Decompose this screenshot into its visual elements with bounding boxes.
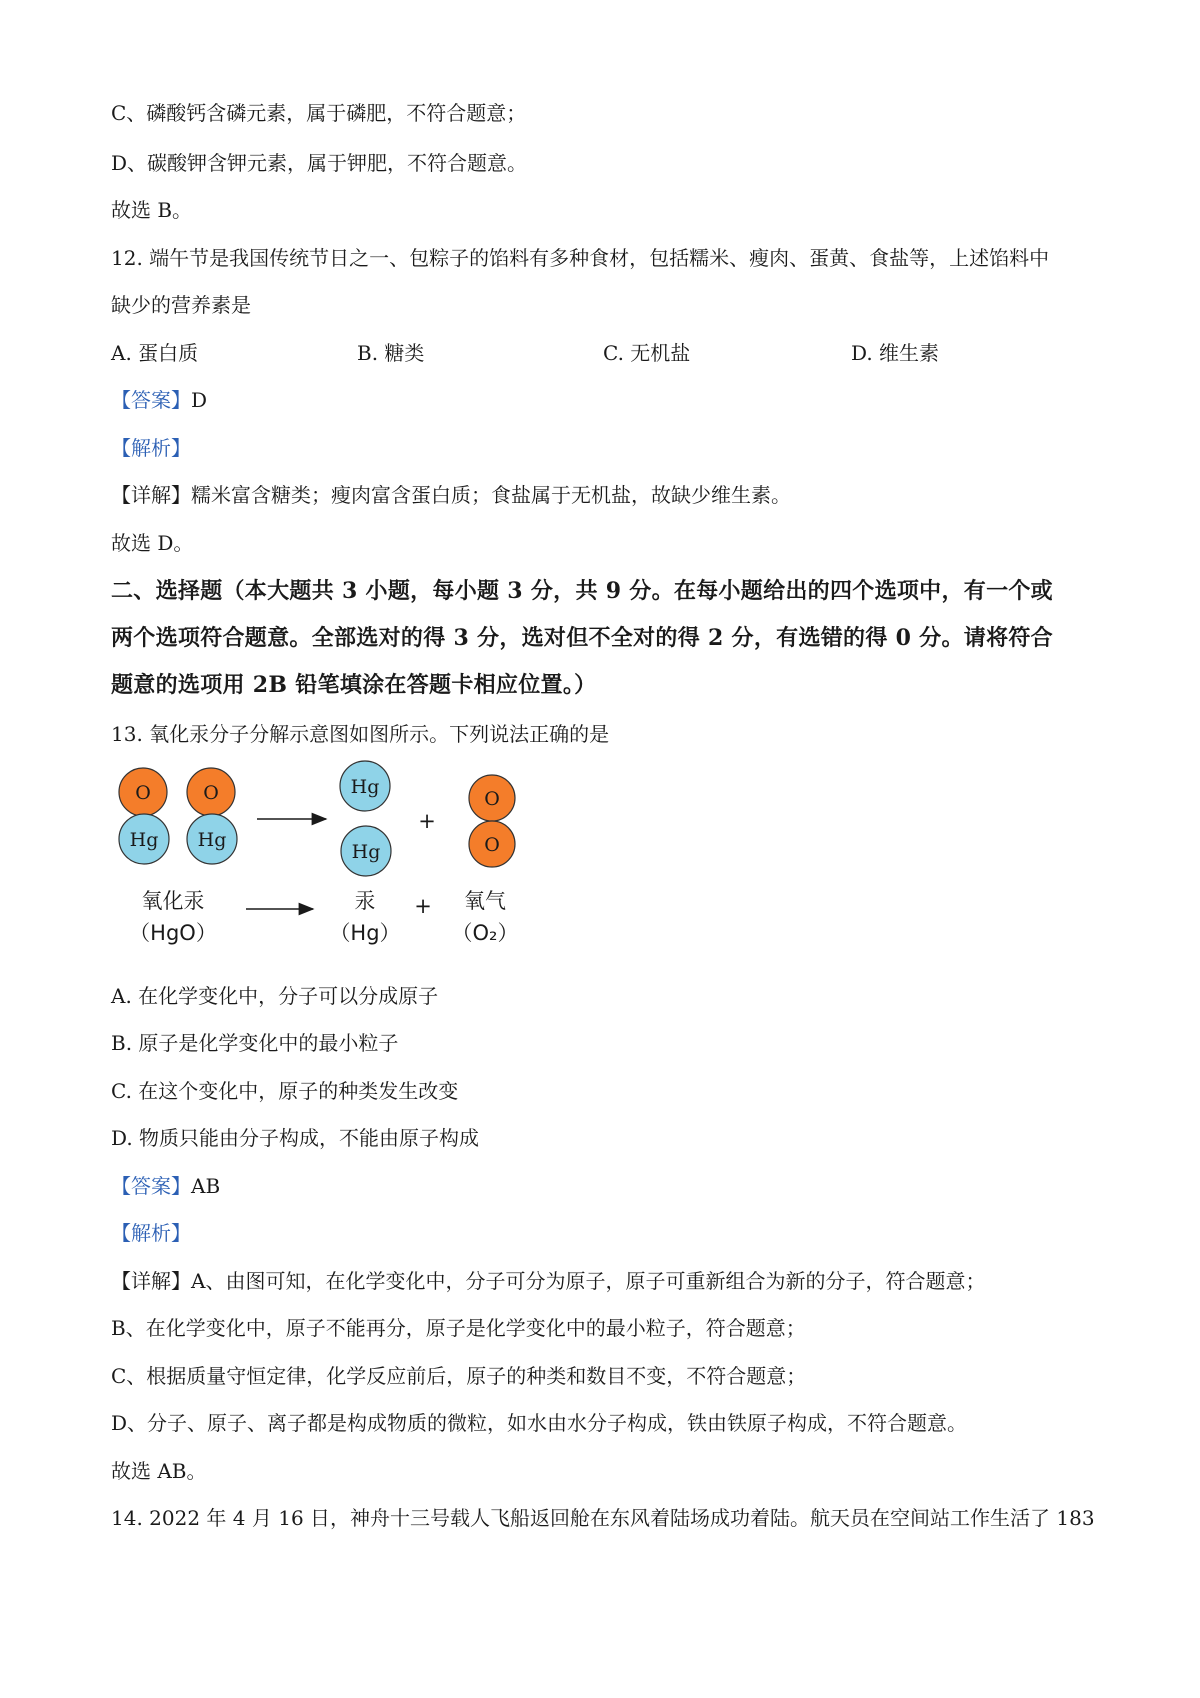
label-reactant: 氧化汞 <box>141 889 205 913</box>
analysis-line-c: C、磷酸钙含磷元素，属于磷肥，不符合题意； <box>111 101 527 125</box>
label-product-1: 汞 <box>354 889 376 913</box>
q13-answer <box>111 1173 220 1199</box>
analysis-tag: 【解析】 <box>111 436 191 460</box>
analysis-tag: 【解析】 <box>111 1221 191 1245</box>
oxygen-symbol: O <box>203 782 219 804</box>
q12-detail <box>111 482 791 508</box>
detail-tag: 【详解】 <box>111 1269 191 1293</box>
analysis-line-d: D、碳酸钾含钾元素，属于钾肥，不符合题意。 <box>111 151 528 175</box>
q12-option-c: C. 无机盐 <box>603 341 691 365</box>
mercury-symbol: Hg <box>351 841 381 863</box>
answer-tag: 【答案】 <box>111 1174 191 1198</box>
mercury-symbol: Hg <box>197 829 227 851</box>
oxygen-symbol: O <box>484 788 500 810</box>
q12-stem-line-2: 缺少的营养素是 <box>111 293 251 317</box>
answer-value: D <box>191 388 208 412</box>
q12-analysis-tag <box>111 435 191 461</box>
q13-analysis-tag <box>111 1220 191 1246</box>
q13-option-d: D. 物质只能由分子构成，不能由原子构成 <box>111 1126 480 1150</box>
q12-stem-line-1: 12. 端午节是我国传统节日之一、包粽子的馅料有多种食材，包括糯米、瘦肉、蛋黄、食盐等，上述馅料中 <box>111 246 1050 270</box>
detail-text: A、由图可知，在化学变化中，分子可分为原子，原子可重新组合为新的分子，符合题意； <box>191 1269 986 1293</box>
q12-option-b: B. 糖类 <box>357 341 425 365</box>
q13-detail-c: C、根据质量守恒定律，化学反应前后，原子的种类和数目不变，不符合题意； <box>111 1364 807 1388</box>
label-product-2: 氧气 <box>464 889 506 913</box>
q13-detail-a <box>111 1268 985 1294</box>
plus-sign: + <box>414 894 432 918</box>
formula-product-1: （Hg） <box>329 921 401 945</box>
q13-option-a: A. 在化学变化中，分子可以分成原子 <box>111 984 439 1008</box>
mercury-symbol: Hg <box>350 776 380 798</box>
detail-text: 糯米富含糖类；瘦肉富含蛋白质；食盐属于无机盐，故缺少维生素。 <box>191 483 791 507</box>
section2-line-1: 二、选择题（本大题共 3 小题，每小题 3 分，共 9 分。在每小题给出的四个选项中，有一个或 <box>111 578 1053 604</box>
oxygen-symbol: O <box>484 834 500 856</box>
q13-choose: 故选 AB。 <box>111 1459 207 1483</box>
q12-choose: 故选 D。 <box>111 531 194 555</box>
hgo-molecule-2 <box>187 768 237 864</box>
section2-line-2: 两个选项符合题意。全部选对的得 3 分，选对但不全对的得 2 分，有选错的得 0 分。请将符合 <box>111 625 1053 651</box>
answer-value: AB <box>191 1174 221 1198</box>
formula-reactant: （HgO） <box>129 921 217 945</box>
plus-sign: + <box>418 809 436 833</box>
q13-stem: 13. 氧化汞分子分解示意图如图所示。下列说法正确的是 <box>111 722 610 746</box>
q13-detail-d: D、分子、原子、离子都是构成物质的微粒，如水由水分子构成，铁由铁原子构成，不符合题意。 <box>111 1411 968 1435</box>
q12-option-a: A. 蛋白质 <box>111 341 199 365</box>
mercury-symbol: Hg <box>129 829 159 851</box>
detail-tag: 【详解】 <box>111 483 191 507</box>
section2-line-3: 题意的选项用 2B 铅笔填涂在答题卡相应位置。） <box>111 672 597 698</box>
q12-option-d: D. 维生素 <box>851 341 940 365</box>
answer-choice-line: 故选 B。 <box>111 198 193 222</box>
oxygen-symbol: O <box>135 782 151 804</box>
hgo-decomposition-diagram <box>100 758 570 976</box>
q13-option-c: C. 在这个变化中，原子的种类发生改变 <box>111 1079 459 1103</box>
q14-stem-line-1: 14. 2022 年 4 月 16 日，神舟十三号载人飞船返回舱在东风着陆场成功着陆。航天员在空间站工作生活了 183 <box>111 1506 1095 1530</box>
q13-option-b: B. 原子是化学变化中的最小粒子 <box>111 1031 399 1055</box>
formula-product-2: （O₂） <box>451 921 519 945</box>
hgo-molecule-1 <box>119 768 169 864</box>
q12-answer <box>111 387 207 413</box>
q13-detail-b: B、在化学变化中，原子不能再分，原子是化学变化中的最小粒子，符合题意； <box>111 1316 806 1340</box>
answer-tag: 【答案】 <box>111 388 191 412</box>
